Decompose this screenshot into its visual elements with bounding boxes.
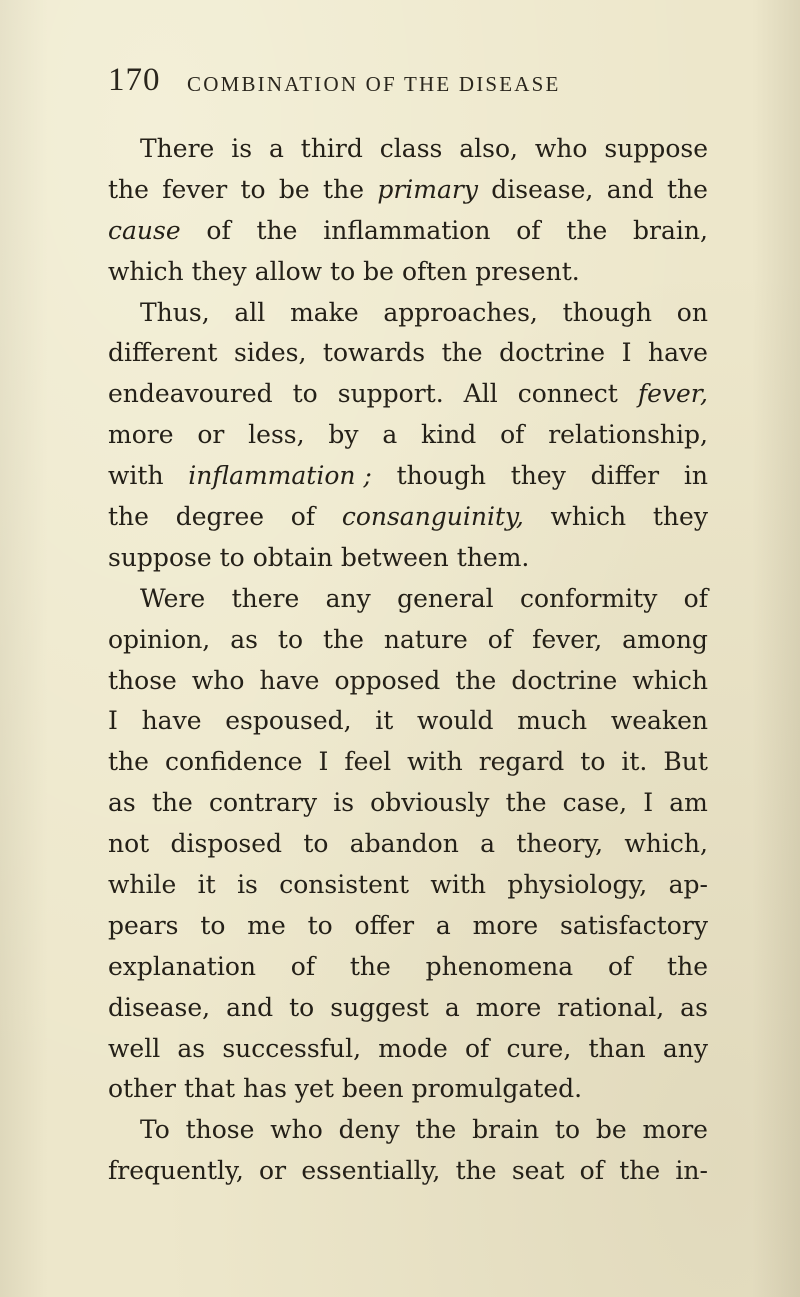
word: which [632,665,708,695]
word: to [277,624,304,654]
word: opinion, [108,624,211,654]
word: and [606,174,654,204]
word: me [247,910,286,940]
word: am [669,788,708,818]
word: the [505,788,547,818]
word: approaches, [383,297,538,327]
word: of [683,583,708,613]
word: relationship, [548,420,708,450]
word: be [595,1115,627,1145]
word: they [191,256,247,286]
text-line [108,906,708,947]
word: the [455,1156,497,1186]
text-line [108,865,708,906]
word: with [108,461,164,491]
word: to [219,542,245,572]
word: essentially, [301,1156,441,1186]
word: be [363,256,394,286]
word: the [349,951,391,981]
word: Thus, [140,297,210,327]
word: fever [162,174,228,204]
word: is [231,134,253,163]
word: on [676,297,708,327]
word: more [642,1115,708,1145]
text-line [108,252,708,293]
word: of [290,502,316,532]
word: have [259,665,320,695]
word: general [397,583,494,613]
word: of [487,624,513,654]
word: of [464,1033,490,1063]
word: have [648,338,708,368]
word: nature [383,624,468,654]
word: to [292,379,318,409]
word: a [480,829,496,859]
word: as [108,788,136,818]
word: much [517,706,588,736]
word: which, [624,829,708,859]
word: sides, [233,338,307,368]
word: allow [254,256,323,286]
text-line [108,742,708,783]
word: a [444,992,460,1022]
word: though [396,461,487,491]
text-line [108,333,708,374]
word: the [108,502,149,532]
word: third [300,134,363,163]
text-line [108,293,708,334]
word: more [472,910,539,940]
word: not [108,829,150,859]
word: To [140,1115,170,1145]
word: the [441,338,483,368]
word: feel [344,747,392,777]
word: But [663,747,708,777]
word: successful, [222,1033,362,1063]
word: brain [472,1115,540,1145]
word: consanguinity, [341,502,524,532]
word: frequently, [108,1156,244,1186]
word: with [430,870,486,900]
word: make [290,297,359,327]
word: consistent [279,870,410,900]
running-head [108,62,748,102]
word: I [108,706,118,736]
word: doctrine [511,665,618,695]
text-line [108,170,708,211]
word: has [243,1074,287,1104]
text-line [108,579,708,620]
word: they [652,502,708,532]
word: among [622,624,708,654]
word: primary [377,174,478,204]
word: who [534,134,588,163]
text-line [108,129,708,170]
word: abandon [349,829,459,859]
running-title: COMBINATION OF THE DISEASE [187,72,561,96]
word: have [141,706,202,736]
word: obtain [252,542,333,572]
word: or [259,1156,287,1186]
word: inflammation [323,215,491,245]
body-text [108,129,708,1192]
word: disease, [491,174,594,204]
word: a [435,910,451,940]
text-line [108,988,708,1029]
word: is [333,788,355,818]
text-line [108,374,708,415]
word: to [330,256,356,286]
word: opposed [334,665,441,695]
word: a [382,420,398,450]
word: that [183,1074,236,1104]
word: they [510,461,566,491]
word: it [375,706,394,736]
word: also, [459,134,518,163]
word: obviously [370,788,490,818]
word: less, [248,420,305,450]
word: regard [478,747,565,777]
word: promulgated. [411,1074,583,1104]
word: satisfactory [560,910,708,940]
word: rational, [557,992,665,1022]
word: would [416,706,494,736]
word: more [108,420,174,450]
word: be [278,174,310,204]
word: any [662,1033,708,1063]
word: been [341,1074,404,1104]
word: brain, [633,215,708,245]
text-line [108,824,708,865]
word: the [108,747,149,777]
word: weaken [610,706,708,736]
word: there [231,583,300,613]
word: those [185,1115,255,1145]
word: the [323,174,364,204]
word: support. [337,379,444,409]
word: those [108,665,177,695]
word: of [290,951,316,981]
word: I [318,747,329,777]
word: other [108,1074,176,1104]
word: a [268,134,284,163]
word: offer [354,910,415,940]
word: suppose [108,542,212,572]
word: the [415,1115,457,1145]
word: the [151,788,193,818]
word: case, [562,788,628,818]
word: the [256,215,298,245]
word: to [289,992,315,1022]
word: cause [108,215,181,245]
word: endeavoured [108,379,273,409]
word: more [475,992,542,1022]
word: the [667,174,708,204]
word: fever, [637,379,708,409]
word: I [643,788,654,818]
word: as [230,624,258,654]
word: physiology, [507,870,648,900]
word: while [108,870,177,900]
word: confidence [164,747,303,777]
word: towards [322,338,426,368]
word: present. [475,256,580,286]
word: to [554,1115,581,1145]
word: mode [378,1033,448,1063]
text-line [108,1151,708,1192]
word: though [562,297,653,327]
word: degree [175,502,265,532]
word: deny [338,1115,400,1145]
word: all [234,297,266,327]
word: as [177,1033,206,1063]
word: to [303,829,329,859]
word: pears [108,910,179,940]
word: of [206,215,231,245]
word: often [401,256,468,286]
word: than [588,1033,646,1063]
word: doctrine [499,338,606,368]
word: of [500,420,525,450]
text-line [108,538,708,579]
word: ap- [668,870,708,900]
word: class [379,134,443,163]
word: conformity [520,583,658,613]
word: who [191,665,245,695]
word: and [226,992,274,1022]
word: with [407,747,463,777]
word: them. [456,542,530,572]
word: is [237,870,258,900]
word: I [621,338,632,368]
word: in [683,461,708,491]
text-line [108,1029,708,1070]
text-line [108,1069,708,1110]
word: disease, [108,992,211,1022]
text-line [108,497,708,538]
word: yet [294,1074,334,1104]
word: explanation [108,951,256,981]
word: kind [421,420,477,450]
word: connect [517,379,618,409]
word: disposed [170,829,283,859]
word: theory, [516,829,604,859]
page-number: 170 [108,62,161,98]
text-line [108,947,708,988]
word: of [579,1156,604,1186]
text-line [108,783,708,824]
text-line [108,661,708,702]
word: the [323,624,364,654]
word: as [680,992,708,1022]
word: of [516,215,541,245]
word: to [240,174,266,204]
word: All [463,379,498,409]
word: Were [140,583,206,613]
word: cure, [506,1033,572,1063]
text-line [108,415,708,456]
word: or [197,420,225,450]
word: seat [511,1156,565,1186]
text-line [108,1110,708,1151]
word: differ [590,461,660,491]
word: which [108,256,184,286]
word: by [328,420,359,450]
word: any [325,583,371,613]
text-line [108,456,708,497]
word: of [607,951,633,981]
word: it [197,870,216,900]
word: suggest [330,992,429,1022]
word: it. [621,747,648,777]
text-line [108,211,708,252]
word: which [550,502,627,532]
word: who [270,1115,323,1145]
word: fever, [532,624,603,654]
word: contrary [208,788,318,818]
word: between [340,542,449,572]
word: well [108,1033,161,1063]
word: the [667,951,708,981]
text-line [108,701,708,742]
word: to [307,910,333,940]
word: There [140,134,215,163]
text-line [108,620,708,661]
word: suppose [604,134,708,163]
word: phenomena [425,951,574,981]
word: in- [675,1156,708,1186]
word: different [108,338,218,368]
word: the [619,1156,661,1186]
word: the [566,215,608,245]
word: the [108,174,149,204]
word: to [200,910,226,940]
word: inflammation ; [188,461,372,491]
word: the [455,665,497,695]
word: to [580,747,606,777]
word: espoused, [225,706,352,736]
